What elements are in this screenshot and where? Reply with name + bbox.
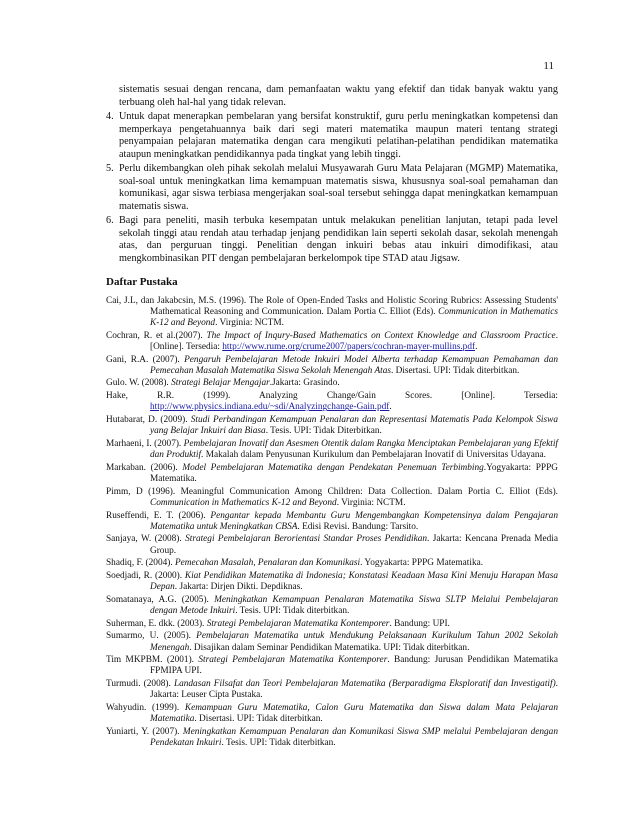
list-item-text: Bagi para peneliti, masih terbuka kesempatan untuk melakukan penelitian lanjutan, tetapi pada level sekolah tinggi atau rendah atau terhadap jenjang pendidikan lain seperti sekolah dasar, sekolah menengah atas, dan perguruan tinggi. Penelitian dengan inkuiri bebas atau inkuiri dimodifikasi, atau mengkombinasikan PIT dengan pembelajaran berkelompok tipe STAD atau Jigsaw. [119,215,558,264]
reference-publisher: .Jakarta: Grasindo. [269,378,340,389]
reference-publisher: . Disertasi. UPI: Tidak diterbitkan. [390,365,520,376]
list-item [106,111,558,161]
reference-author-year: Sumarmo, U. (2005). [106,631,197,642]
reference-title: Pengaruh Pembelajaran Metode Inkuiri Model Alberta terhadap Kemampuan Pemahaman dan Pemecahan Masalah Matematika Siswa Sekolah Menengah Atas [150,354,558,376]
reference-author-year: Marhaeni, I. (2007). [106,438,184,449]
reference-publisher: . Jakarta: Leuser Cipta Pustaka. [150,679,558,701]
reference-author-year: Cochran, R. et al.(2007). [106,330,207,341]
reference-title: Pemecahan Masalah, Penalaran dan Komunikasi [174,558,361,569]
reference-publisher: . Yogyakarta: PPPG Matematika. [360,558,484,569]
reference-author-year: Ruseffendi, E. T. (2006). [106,510,211,521]
reference-author-year: Cai, J.L, dan Jakabcsin, M.S. (1996). The Role of Open-Ended Tasks and Holistic Scoring Rubrics: Assessing Students' Mathematical Reasoning and Communication. Dalam Portia C. Elliot (Eds). [106,295,558,317]
reference-title: Landasan Filsafat dan Teori Pembelajaran Matematika (Berparadigma Eksploratif dan Investigatif) [173,679,556,690]
reference-publisher: .[Online]. Tersedia: [150,330,559,352]
reference-entry [106,727,558,750]
reference-title: Strategi Belajar Mengajar [171,378,270,389]
reference-publisher: . Virginia: NCTM. [215,318,284,329]
reference-author-year: Yuniarti, Y. (2007). [106,726,183,737]
reference-publisher: . Edisi Revisi. Bandung: Tarsito. [297,521,419,532]
reference-author-year: Turmudi. (2008). [106,679,174,690]
reference-publisher: . Tesis. UPI: Tidak diterbitkan. [221,738,336,749]
reference-entry [106,487,558,510]
reference-entry [106,534,558,557]
reference-title: Communication in Mathematics K-12 and Beyond [150,497,337,508]
reference-author-year: Markaban. (2006). [106,462,183,473]
reference-entry [106,391,558,414]
reference-author-year: Tim MKPBM. (2001). [106,655,199,666]
reference-entry [106,655,558,678]
reference-title: Communication in Mathematics K-12 and Beyond [150,306,558,329]
reference-author-year: Hake, R.R. (1999). Analyzing Change/Gain Scores. [Online]. Tersedia: [106,391,558,402]
reference-title: Meningkatkan Kemampuan Penalaran Matematika Siswa SLTP Melalui Pembelajaran dengan Metode Inkuiri [150,594,559,617]
section-heading: Daftar Pustaka [106,276,178,288]
reference-link[interactable]: http://www.physics.indiana.edu/~sdi/Analyzingchange-Gain.pdf [150,402,390,413]
reference-title: Meningkatkan Kemampuan Penalaran dan Komunikasi Siswa SMP melalui Pembelajaran dengan Pendekatan Inkuiri [150,726,558,749]
reference-title: Kemampuan Guru Matematika, Calon Guru Matematika dan Siswa dalam Mata Pelajaran Matematika [150,702,558,725]
reference-author-year: Hutabarat, D. (2009). [106,414,191,425]
reference-author-year: Pimm, D (1996). Meaningful Communication Among Children: Data Collection. Dalam Portia C. Elliot (Eds). [106,486,558,497]
reference-title: Pembelajaran Matematika untuk Mendukung Pelaksanaan Kurikulum Tahun 2002 Sekolah Menengah [150,631,558,653]
reference-link[interactable]: http://www.rume.org/crume2007/papers/cochran-mayer-mullins.pdf [222,341,476,352]
list-item-text: Perlu dikembangkan oleh pihak sekolah melalui Musyawarah Guru Mata Pelajaran (MGMP) Matematika, soal-soal untuk meningkatkan lima kemampuan matematis siswa, khususnya soal-soal pemahaman dan komunikasi, agar siswa terbiasa mengerjakan soal-soal tersebut sehingga dapat meningkatkan kemampuan matematis siswa. [119,163,558,212]
reference-author-year: Shadiq, F. (2004). [106,558,175,569]
list-item-text: Untuk dapat menerapkan pembelaran yang bersifat konstruktif, guru perlu meningkatkan kompetensi dan memperkaya pengetahuannya baik dari segi materi matematika maupun materi tentang strategi penyampaian pelajaran matematika dengan cara mengikuti pelatihan-pelatihan pendidikan matematika ataupun meningkatkan pendidikannya pada tingkat yang lebih tinggi. [119,111,558,160]
reference-author-year: Gulo. W. (2008). [106,378,172,389]
list-item-number: 4. [106,111,114,122]
list-item-number: 5. [106,163,114,174]
reference-entry [106,378,558,389]
reference-trailing: . [389,402,392,413]
reference-publisher: . Virginia: NCTM. [336,497,406,508]
reference-title: Pengantar kepada Membantu Guru Mengembangkan Kompetensinya dalam Pengajaran Matematika untuk Meningkatkan CBSA [150,510,558,532]
page-content [106,84,558,751]
recommendation-list [106,111,558,265]
reference-publisher: . Tesis. UPI: Tidak Diterbitkan. [265,426,382,437]
reference-title: Strategi Pembelajaran Berorientasi Standar Proses Pendidikan [185,534,427,545]
list-item-number: 6. [106,215,114,226]
page-number: 11 [543,60,554,72]
reference-entry [106,558,558,569]
reference-title: Strategi Pembelajaran Matematika Kontemporer [206,618,390,629]
reference-title: Kiat Pendidikan Matematika di Indonesia; Konstatasi Keadaan Masa Kini Menuju Harapan Masa Depan [150,570,558,593]
reference-list [106,296,558,750]
reference-title: Model Pembelajaran Matematika dengan Pendekatan Penemuan Terbimbing [182,462,484,473]
reference-publisher: . Disajikan dalam Seminar Pendidikan Matematika. UPI: Tidak diterbitkan. [189,642,470,653]
reference-title: The Impact of Inqury-Based Mathematics on Context Knowledge and Classroom Practice [206,330,556,341]
reference-entry [106,463,558,486]
reference-entry [106,331,558,354]
reference-entry [106,619,558,630]
reference-author-year: Soedjadi, R. (2000). [106,570,185,581]
reference-publisher: . Bandung: UPI. [389,618,450,629]
reference-entry [106,679,558,702]
reference-entry [106,355,558,378]
reference-entry [106,595,558,618]
list-continuation: sistematis sesuai dengan rencana, dam pemanfaatan waktu yang efektif dan tidak banyak waktu yang terbuang oleh hal-hal yang tidak relevan. [119,84,558,108]
reference-title: Strategi Pembelajaran Matematika Kontemporer [198,655,388,666]
reference-entry [106,439,558,462]
reference-entry [106,571,558,594]
reference-publisher: . Jakarta: Kencana Prenada Media Group. [150,534,558,556]
reference-author-year: Suherman, E. dkk. (2003). [106,618,207,629]
reference-entry [106,511,558,534]
reference-title: Pembelajaran Inovatif dan Asesmen Otentik dalam Rangka Menciptakan Pembelajaran yang Efektif dan Produktif [150,438,558,461]
reference-publisher: . Bandung: Jurusan Pendidikan Matematika FPMIPA UPI. [150,655,558,677]
reference-entry [106,703,558,726]
reference-title: Studi Perbandingan Kemampuan Penalaran dan Representasi Matematis Pada Kelompok Siswa yang Belajar Inkuiri dan Biasa [150,414,558,437]
reference-author-year: Wahyudin. (1999). [106,702,185,713]
reference-entry [106,415,558,438]
reference-publisher: . Disertasi. UPI: Tidak diterbitkan. [194,714,323,725]
list-item [106,215,558,265]
reference-author-year: Sanjaya, W. (2008). [106,534,186,545]
reference-publisher: . Tesis. UPI: Tidak diterbitkan. [235,606,350,617]
reference-publisher: . Makalah dalam Penyusunan Kurikulum dan Pembelajaran Inovatif di Universitas Udayana. [201,450,546,461]
reference-publisher: .Yogyakarta: PPPG Matematika. [150,462,558,485]
list-item [106,163,558,213]
reference-author-year: Gani, R.A. (2007). [106,354,185,365]
reference-publisher: . Jakarta: Dirjen Dikti. Depdiknas. [174,582,303,593]
reference-entry [106,296,558,330]
reference-entry [106,631,558,654]
reference-author-year: Somatanaya, A.G. (2005). [106,594,215,605]
reference-trailing: . [475,341,478,352]
